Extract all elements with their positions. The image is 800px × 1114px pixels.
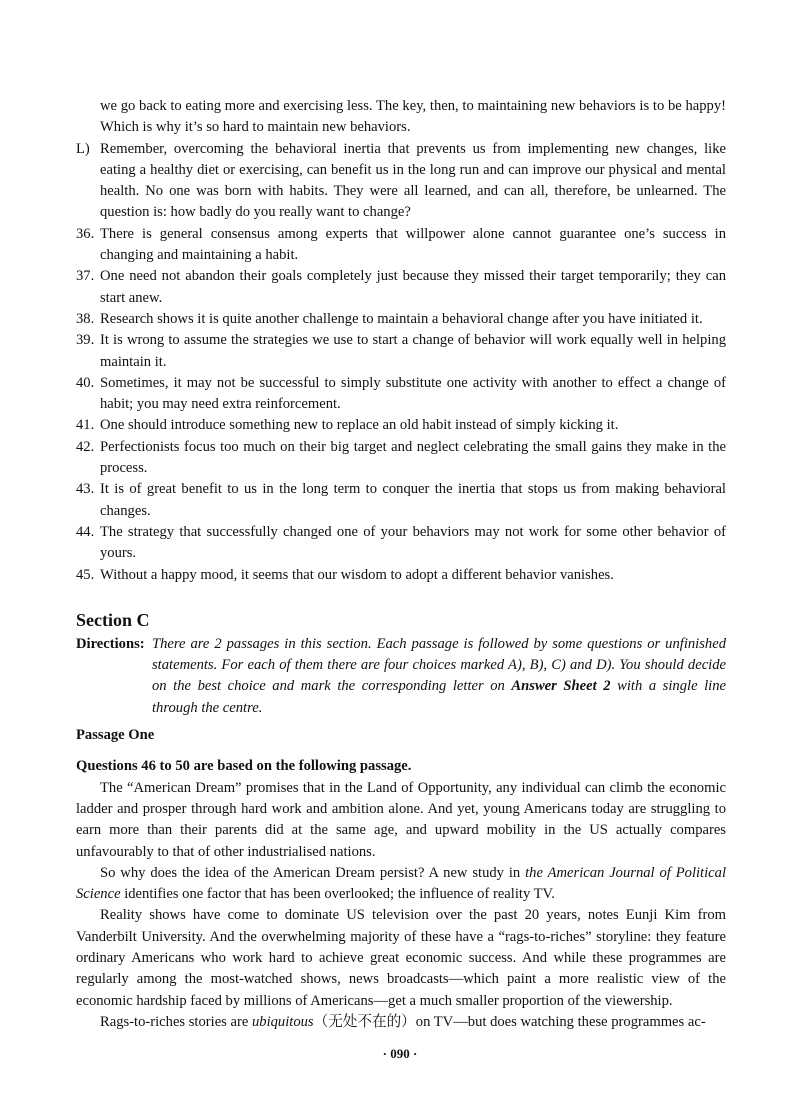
statement-text: There is general consensus among experts that willpower alone cannot guarantee one’s success in changing and maintaining a habit. — [100, 225, 726, 264]
statement-item — [76, 266, 726, 309]
directions-text-1: There are 2 passages in this section. Each passage is followed by some questions or unfinished statements. For each of them there are four choices marked A), B), C) and D). You should decide on the best choice and mark the corresponding letter on — [152, 635, 726, 695]
statement-number: 37. — [76, 268, 95, 285]
statement-text: It is wrong to assume the strategies we use to start a change of behavior will work equally well in helping maintain it. — [100, 332, 726, 370]
statement-number: 44. — [76, 523, 95, 540]
directions-label: Directions: — [76, 635, 145, 652]
statement-item — [76, 309, 726, 330]
statement-text: The strategy that successfully changed one of your behaviors may not work for some other behavior of yours. — [100, 523, 726, 562]
section-title: Section C — [76, 609, 150, 630]
directions — [76, 634, 726, 719]
statement-number: 42. — [76, 438, 95, 455]
chinese-gloss: （无处不在的） — [313, 1013, 416, 1030]
statement-item — [76, 224, 726, 267]
questions-heading: Questions 46 to 50 are based on the following passage. — [76, 758, 412, 775]
statement-number: 38. — [76, 310, 95, 327]
page-content — [76, 96, 726, 1033]
journal-name: the American Journal of Political Science — [76, 864, 726, 903]
directions-text-2: with a single line through the centre. — [152, 678, 726, 716]
statement-number: 43. — [76, 481, 95, 498]
paragraph-text: Remember, overcoming the behavioral inertia that prevents us from implementing new changes, like eating a healthy diet or exercising, can benefit us in the long run and can improve our physical and mental health. No one was born with habits. They were all learned, and can all, therefore, be unlearned. The question is: how badly do you really want to change? — [100, 140, 726, 221]
statement-item — [76, 479, 726, 522]
paragraph-segment: Rags-to-riches stories are — [100, 1013, 252, 1030]
passage-title: Passage One — [76, 727, 155, 744]
directions-text — [152, 636, 726, 716]
page-number: · 090 · — [382, 1046, 418, 1061]
statement-item — [76, 565, 726, 586]
vocabulary-word: ubiquitous — [251, 1013, 314, 1030]
statement-number: 41. — [76, 417, 95, 434]
paragraph-segment: So why does the idea of the American Dream persist? A new study in — [100, 864, 526, 881]
statement-item — [76, 437, 726, 480]
passage-paragraph: The “American Dream” promises that in the Land of Opportunity, any individual can climb the economic ladder and prosper through hard work and ambition alone. And yet, young Americans today are struggling to earn more than their parents did at the same age, and upward mobility in the US actually compares unfavourably to that of other industrialised nations. — [76, 779, 726, 860]
statement-text: One need not abandon their goals completely just because they missed their target temporarily; they can start anew. — [100, 268, 726, 306]
statement-item — [76, 373, 726, 416]
statement-text: Perfectionists focus too much on their big target and neglect celebrating the small gains they make in the process. — [100, 438, 726, 477]
statement-list — [76, 224, 726, 586]
statement-text: Sometimes, it may not be successful to simply substitute one activity with another to effect a change of habit; you may need extra reinforcement. — [100, 374, 726, 413]
passage-paragraph — [76, 863, 726, 906]
statement-number: 39. — [76, 332, 95, 349]
statement-item — [76, 415, 726, 436]
statement-number: 36. — [76, 225, 95, 242]
passage-paragraph — [76, 1012, 726, 1033]
paragraph-label: L) — [76, 140, 90, 157]
passage-paragraph: Reality shows have come to dominate US television over the past 20 years, notes Eunji Kim from Vanderbilt University. And the overwhelming majority of these have a “rags-to-riches” storyline: they feature ordinary Americans who work hard to achieve great economic success. And while these programmes are regularly among the most-watched shows, news broadcasts—which paint a more realistic view of the economic hardship faced by millions of Americans—get a much smaller proportion of the viewership. — [76, 907, 726, 1009]
answer-sheet-label: Answer Sheet 2 — [511, 678, 611, 695]
statement-number: 45. — [76, 566, 95, 583]
paragraph-segment: on TV—but does watching these programmes ac- — [415, 1013, 706, 1030]
statement-text: It is of great benefit to us in the long term to conquer the inertia that stops us from making behavioral changes. — [100, 481, 726, 519]
statement-item — [76, 330, 726, 373]
paragraph-segment: identifies one factor that has been overlooked; the influence of reality TV. — [120, 886, 555, 903]
statement-text: One should introduce something new to replace an old habit instead of simply kicking it. — [100, 417, 619, 434]
statement-item — [76, 522, 726, 565]
paragraph-l — [76, 139, 726, 224]
continuation-text: we go back to eating more and exercising less. The key, then, to maintaining new behaviors is to be happy! Which is why it’s so hard to maintain new behaviors. — [100, 98, 726, 136]
statement-text: Research shows it is quite another challenge to maintain a behavioral change after you have initiated it. — [100, 310, 703, 327]
statement-text: Without a happy mood, it seems that our wisdom to adopt a different behavior vanishes. — [100, 566, 614, 583]
statement-number: 40. — [76, 374, 95, 391]
